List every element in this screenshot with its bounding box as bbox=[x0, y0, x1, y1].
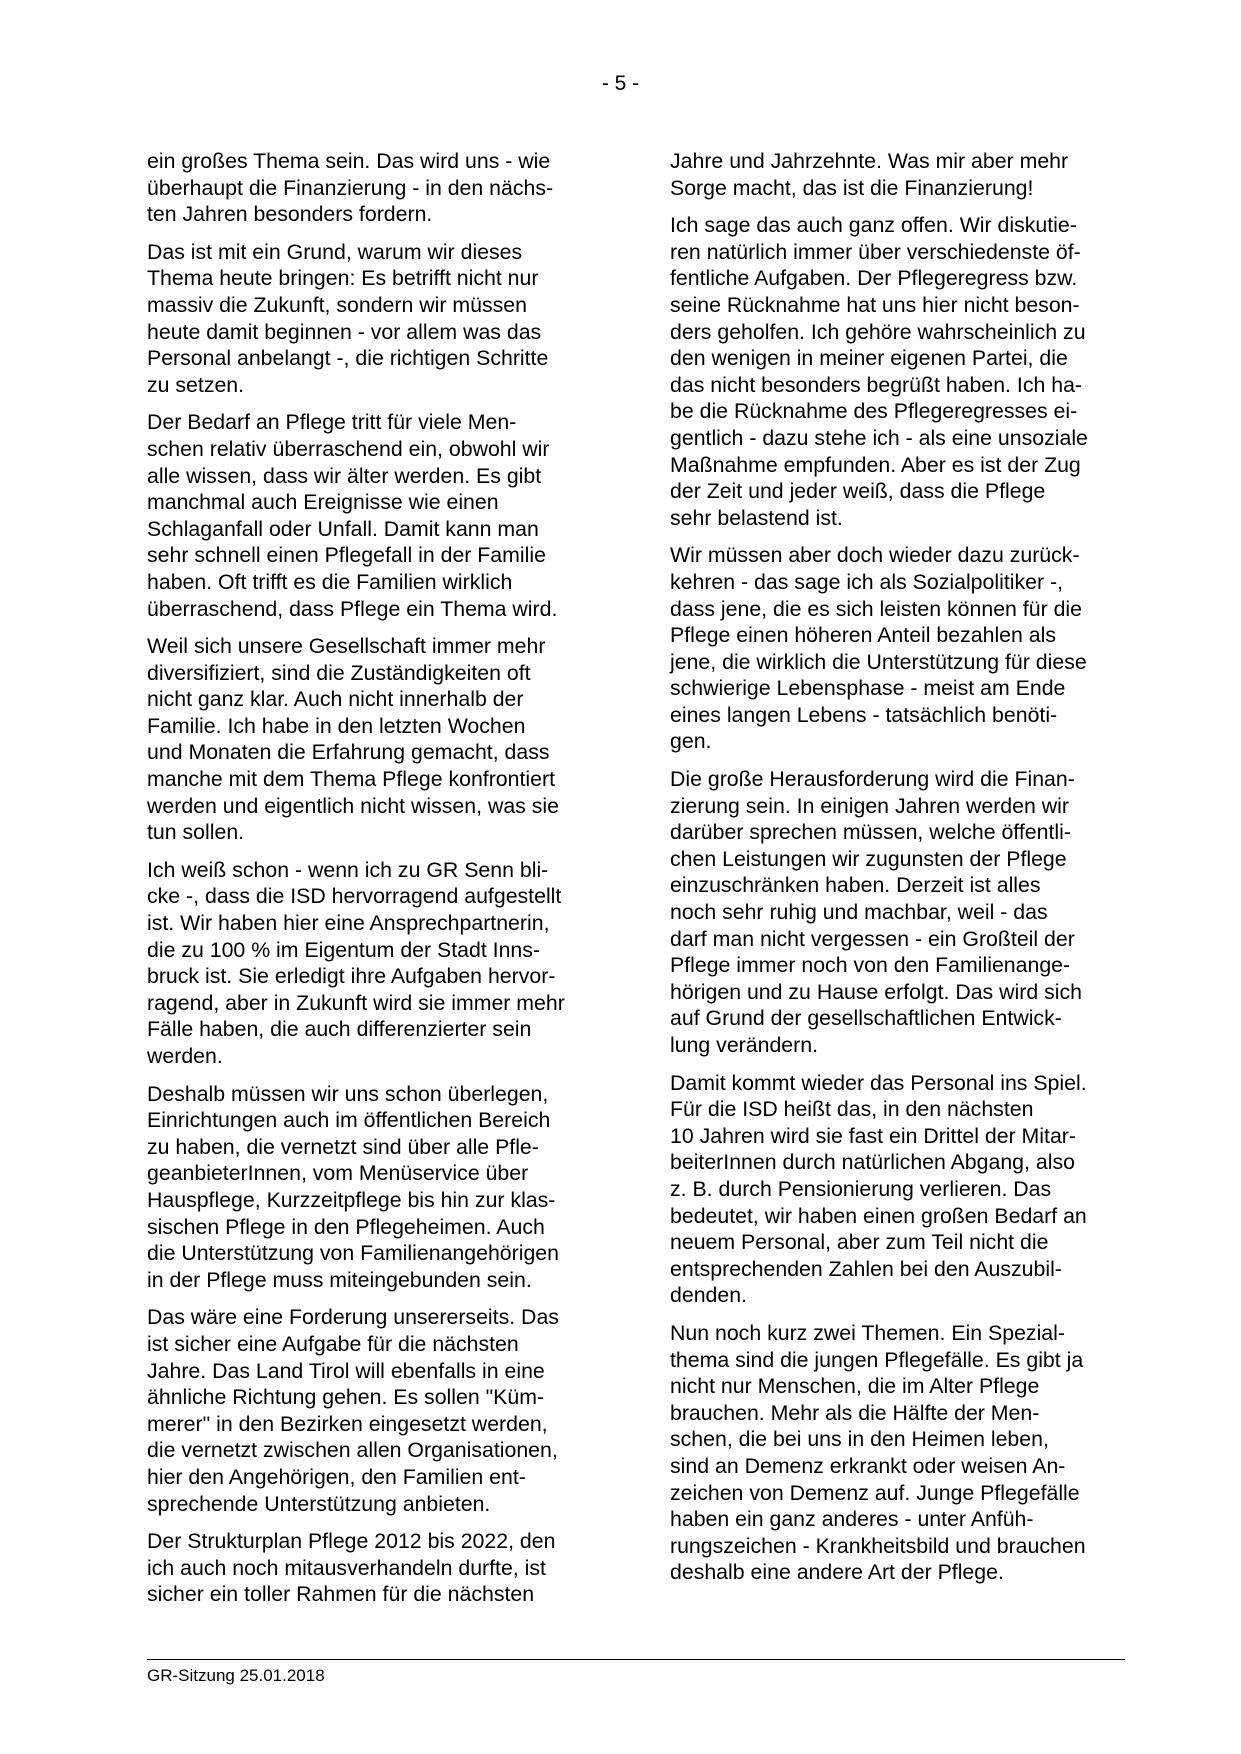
paragraph: Nun noch kurz zwei Themen. Ein Spezial- thema sind die jungen Pflegefälle. Es gibt ja nicht nur Menschen, die im Alter Pflege brauchen. Mehr als die Hälfte der Men- schen, die bei uns in den Heimen leben, sind an Demenz erkrankt oder weisen An- zeichen von Demenz auf. Junge Pflegefälle haben ein ganz anderes - unter Anfüh- rungszeichen - Krankheitsbild und brauchen deshalb eine andere Art der Pflege. bbox=[670, 1320, 1086, 1585]
paragraph: Damit kommt wieder das Personal ins Spiel. Für die ISD heißt das, in den nächsten 10 Jahren wird sie fast ein Drittel der Mitar- beiterInnen durch natürlichen Abgang, also z. B. durch Pensionierung verlieren. Das bedeutet, wir haben einen großen Bedarf an neuem Personal, aber zum Teil nicht die entsprechenden Zahlen bei den Auszubil- denden. bbox=[670, 1070, 1087, 1308]
page-number: - 5 - bbox=[601, 72, 640, 95]
paragraph: Wir müssen aber doch wieder dazu zurück- kehren - das sage ich als Sozialpolitiker -, dass jene, die es sich leisten können für die Pflege einen höheren Anteil bezahlen als jene, die wirklich die Unterstützung für diese schwierige Lebensphase - meist am Ende eines langen Lebens - tatsächlich benöti- gen. bbox=[670, 543, 1087, 754]
paragraph: Ich weiß schon - wenn ich zu GR Senn bli- cke -, dass die ISD hervorragend aufgestellt ist. Wir haben hier eine Ansprechpartnerin, die zu 100 % im Eigentum der Stadt Inns- bruck ist. Sie erledigt ihre Aufgaben hervor- ragend, aber in Zukunft wird sie immer mehr Fälle haben, die auch differenzierter sein werden. bbox=[147, 857, 565, 1068]
paragraph: Das ist mit ein Grund, warum wir dieses Thema heute bringen: Es betrifft nicht nur massiv die Zukunft, sondern wir müssen heute damit beginnen - vor allem was das Personal anbelangt -, die richtigen Schritte zu setzen. bbox=[147, 239, 549, 397]
paragraph: Weil sich unsere Gesellschaft immer mehr diversifiziert, sind die Zuständigkeiten oft nicht ganz klar. Auch nicht innerhalb der Familie. Ich habe in den letzten Wochen und Monaten die Erfahrung gemacht, dass manche mit dem Thema Pflege konfrontiert werden und eigentlich nicht wissen, was sie tun sollen. bbox=[147, 634, 559, 845]
paragraph: Jahre und Jahrzehnte. Was mir aber mehr Sorge macht, das ist die Finanzierung! bbox=[670, 149, 1069, 200]
paragraph: Der Bedarf an Pflege tritt für viele Men- schen relativ überraschend ein, obwohl wir alle wissen, dass wir älter werden. Es gibt manchmal auch Ereignisse wie einen Schlaganfall oder Unfall. Damit kann man sehr schnell einen Pflegefall in der Familie haben. Oft trifft es die Familien wirklich überraschend, dass Pflege ein Thema wird. bbox=[147, 410, 558, 621]
paragraph: ein großes Thema sein. Das wird uns - wie überhaupt die Finanzierung - in den nächs- ten Jahren besonders fordern. bbox=[147, 149, 554, 227]
paragraph: Deshalb müssen wir uns schon überlegen, Einrichtungen auch im öffentlichen Bereich zu haben, die vernetzt sind über alle Pfle- geanbieterInnen, vom Menüservice über Hauspflege, Kurzzeitpflege bis hin zur klas- sischen Pflege in den Pflegeheimen. Auch die Unterstützung von Familienangehörigen in der Pflege muss miteingebunden sein. bbox=[147, 1081, 559, 1292]
left-column bbox=[147, 148, 597, 1619]
paragraph: Das wäre eine Forderung unsererseits. Das ist sicher eine Aufgabe für die nächsten Jahre. Das Land Tirol will ebenfalls in eine ähnliche Richtung gehen. Es sollen "Küm- merer" in den Bezirken eingesetzt werden, die vernetzt zwischen allen Organisationen, hier den Angehörigen, den Familien ent- sprechende Unterstützung anbieten. bbox=[147, 1305, 559, 1516]
right-column bbox=[670, 148, 1120, 1597]
paragraph: Ich sage das auch ganz offen. Wir diskutie- ren natürlich immer über verschiedenste öf- fentliche Aufgaben. Der Pflegeregress bzw. seine Rücknahme hat uns hier nicht beson- ders geholfen. Ich gehöre wahrscheinlich zu den wenigen in meiner eigenen Partei, die das nicht besonders begrüßt haben. Ich ha- be die Rücknahme des Pflegeregresses ei- gentlich - dazu stehe ich - als eine unsoziale Maßnahme empfunden. Aber es ist der Zug der Zeit und jeder weiß, dass die Pflege sehr belastend ist. bbox=[670, 213, 1088, 530]
footer-divider bbox=[147, 1659, 1125, 1660]
paragraph: Der Strukturplan Pflege 2012 bis 2022, den ich auch noch mitausverhandeln durfte, ist sicher ein toller Rahmen für die nächsten bbox=[147, 1529, 556, 1607]
footer-session-date: GR-Sitzung 25.01.2018 bbox=[147, 1666, 325, 1685]
paragraph: Die große Herausforderung wird die Finan- zierung sein. In einigen Jahren werden wir darüber sprechen müssen, welche öffentli- chen Leistungen wir zugunsten der Pflege einzuschränken haben. Derzeit ist alles noch sehr ruhig und machbar, weil - das darf man nicht vergessen - ein Großteil der Pflege immer noch von den Familienange- hörigen und zu Hause erfolgt. Das wird sich auf Grund der gesellschaftlichen Entwick- lung verändern. bbox=[670, 767, 1082, 1057]
